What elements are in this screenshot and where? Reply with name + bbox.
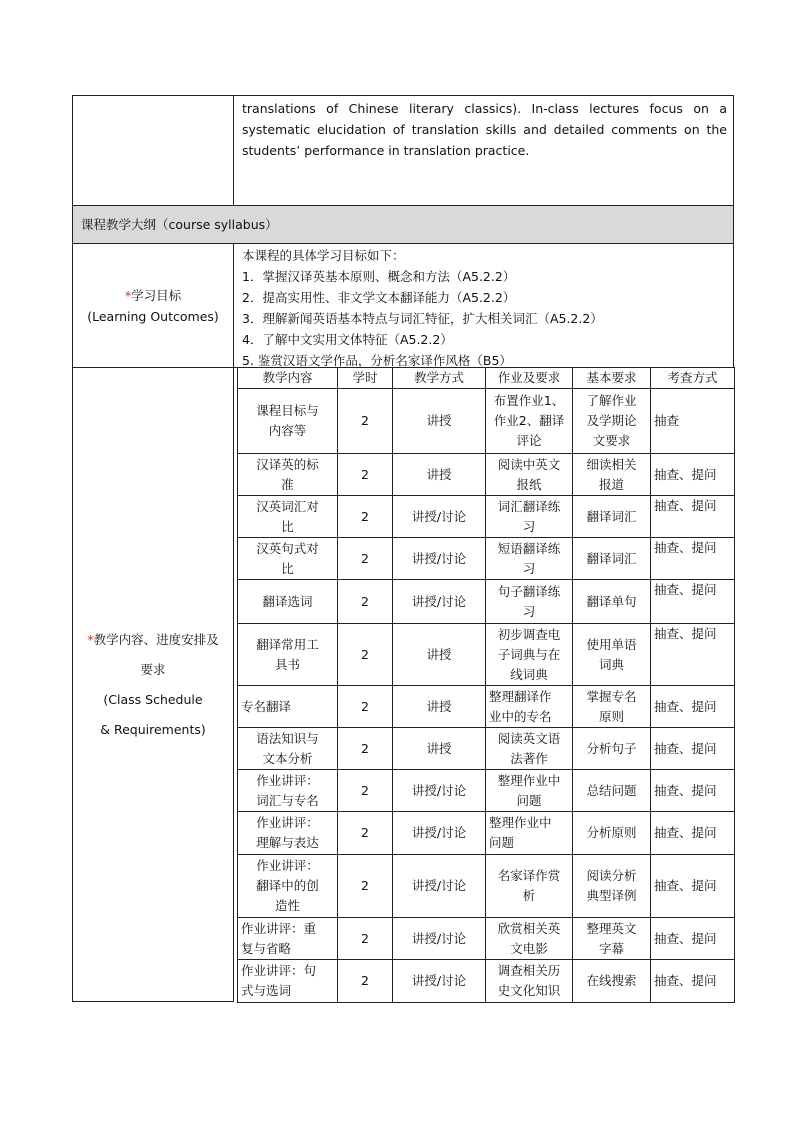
cell-method: 讲授/讨论 [393,770,486,812]
learning-outcome-item: 1．掌握汉译英基本原则、概念和方法（A5.2.2） [242,269,516,284]
cell-basic-requirement: 使用单语 词典 [573,624,651,686]
cell-basic-requirement: 分析原则 [573,812,651,855]
cell-hours: 2 [338,389,393,454]
cell-content: 汉英句式对 比 [238,538,338,580]
cell-content: 作业讲评： 词汇与专名 [238,770,338,812]
cell-basic-requirement: 细读相关 报道 [573,454,651,496]
cell-method: 讲授 [393,389,486,454]
schedule-row [238,580,735,624]
cell-hours: 2 [338,538,393,580]
required-marker: * [124,287,132,303]
cell-hours: 2 [338,770,393,812]
cell-homework: 整理作业中 问题 [486,770,573,812]
cell-content: 专名翻译 [238,686,338,728]
cell-content: 汉译英的标 准 [238,454,338,496]
cell-basic-requirement: 翻译单句 [573,580,651,624]
learning-outcomes-intro: 本课程的具体学习目标如下： [242,248,405,263]
cell-method: 讲授/讨论 [393,960,486,1003]
cell-homework: 句子翻译练 习 [486,580,573,624]
cell-basic-requirement: 在线搜索 [573,960,651,1003]
schedule-label-zh-line2: 要求 [140,661,166,677]
intro-paragraph: translations of Chinese literary classics). In-class lectures focus on a systematic elucidation of translation skills and detailed comments on the students’ performance in translation practice. [242,101,727,158]
cell-homework: 布置作业1、 作业2、翻译 评论 [486,389,573,454]
schedule-label-cell [72,367,234,1002]
learning-outcome-item: 4．了解中文实用文体特征（A5.2.2） [242,332,453,347]
cell-hours: 2 [338,686,393,728]
cell-assessment: 抽查、提问 [651,770,735,812]
cell-content: 翻译常用工 具书 [238,624,338,686]
learning-outcomes-label-en: (Learning Outcomes) [87,308,219,324]
cell-basic-requirement: 分析句子 [573,728,651,770]
cell-homework: 整理翻译作 业中的专名 [486,686,573,728]
schedule-row [238,686,735,728]
learning-outcomes-content [233,243,734,368]
intro-text-cell [233,95,734,206]
schedule-row [238,496,735,538]
cell-content: 作业讲评：重 复与省略 [238,918,338,960]
cell-method: 讲授/讨论 [393,918,486,960]
cell-hours: 2 [338,918,393,960]
cell-basic-requirement: 翻译词汇 [573,496,651,538]
cell-method: 讲授 [393,686,486,728]
cell-basic-requirement: 整理英文 字幕 [573,918,651,960]
required-marker: * [87,631,94,647]
schedule-row [238,454,735,496]
cell-content: 翻译选词 [238,580,338,624]
cell-hours: 2 [338,728,393,770]
cell-basic-requirement: 翻译词汇 [573,538,651,580]
cell-basic-requirement: 了解作业 及学期论 文要求 [573,389,651,454]
cell-homework: 阅读中英文 报纸 [486,454,573,496]
cell-method: 讲授 [393,454,486,496]
cell-method: 讲授/讨论 [393,855,486,918]
learning-outcome-item: 5. 鉴赏汉语文学作品，分析名家译作风格（B5） [242,353,512,368]
learning-outcomes-label-cell [72,243,234,368]
cell-method: 讲授/讨论 [393,496,486,538]
header-homework: 作业及要求 [486,368,573,389]
header-method: 教学方式 [393,368,486,389]
syllabus-header-text: 课程教学大纲（course syllabus） [81,217,278,232]
cell-homework: 欣赏相关英 文电影 [486,918,573,960]
schedule-label-en-line1: (Class Schedule [103,691,203,707]
schedule-label-en-line2: & Requirements) [100,721,206,737]
cell-basic-requirement: 掌握专名 原则 [573,686,651,728]
schedule-row [238,855,735,918]
cell-homework: 阅读英文语 法著作 [486,728,573,770]
cell-content: 作业讲评： 理解与表达 [238,812,338,855]
cell-content: 课程目标与 内容等 [238,389,338,454]
learning-outcomes-label [125,285,181,306]
cell-basic-requirement: 总结问题 [573,770,651,812]
schedule-label-zh-line1: *教学内容、进度安排及 [87,631,219,647]
syllabus-section-header [72,205,734,244]
cell-assessment: 抽查、提问 [651,918,735,960]
cell-hours: 2 [338,496,393,538]
cell-hours: 2 [338,960,393,1003]
cell-content: 作业讲评：句 式与选词 [238,960,338,1003]
header-basic-requirement: 基本要求 [573,368,651,389]
cell-assessment: 抽查、提问 [651,686,735,728]
cell-method: 讲授 [393,624,486,686]
cell-assessment: 抽查 [651,389,735,454]
cell-homework: 初步调查电 子词典与在 线词典 [486,624,573,686]
cell-method: 讲授/讨论 [393,812,486,855]
schedule-row [238,728,735,770]
cell-assessment: 抽查、提问 [651,812,735,855]
header-assessment: 考查方式 [651,368,735,389]
cell-assessment: 抽查、提问 [651,454,735,496]
learning-outcome-item: 3．理解新闻英语基本特点与词汇特征，扩大相关词汇（A5.2.2） [242,311,603,326]
cell-homework: 整理作业中 问题 [486,812,573,855]
schedule-row [238,389,735,454]
cell-hours: 2 [338,812,393,855]
cell-method: 讲授 [393,728,486,770]
cell-hours: 2 [338,580,393,624]
schedule-row [238,960,735,1003]
schedule-header-row [238,368,735,389]
cell-homework: 名家译作赏 析 [486,855,573,918]
cell-hours: 2 [338,624,393,686]
cell-assessment: 抽查、提问 [651,624,735,686]
cell-method: 讲授/讨论 [393,580,486,624]
intro-left-cell [72,95,234,206]
cell-method: 讲授/讨论 [393,538,486,580]
learning-outcome-item: 2．提高实用性、非文学文本翻译能力（A5.2.2） [242,290,516,305]
cell-assessment: 抽查、提问 [651,960,735,1003]
schedule-row [238,624,735,686]
cell-assessment: 抽查、提问 [651,855,735,918]
schedule-table [237,367,735,1003]
cell-homework: 调查相关历 史文化知识 [486,960,573,1003]
cell-content: 汉英词汇对 比 [238,496,338,538]
header-hours: 学时 [338,368,393,389]
schedule-row [238,918,735,960]
cell-assessment: 抽查、提问 [651,728,735,770]
cell-hours: 2 [338,454,393,496]
schedule-row [238,770,735,812]
cell-homework: 词汇翻译练 习 [486,496,573,538]
cell-basic-requirement: 阅读分析 典型译例 [573,855,651,918]
cell-assessment: 抽查、提问 [651,496,735,538]
cell-content: 作业讲评： 翻译中的创 造性 [238,855,338,918]
cell-homework: 短语翻译练 习 [486,538,573,580]
cell-content: 语法知识与 文本分析 [238,728,338,770]
cell-assessment: 抽查、提问 [651,580,735,624]
schedule-row [238,538,735,580]
cell-assessment: 抽查、提问 [651,538,735,580]
learning-outcomes-label-zh: 学习目标 [131,287,182,303]
schedule-row [238,812,735,855]
cell-hours: 2 [338,855,393,918]
header-content: 教学内容 [238,368,338,389]
